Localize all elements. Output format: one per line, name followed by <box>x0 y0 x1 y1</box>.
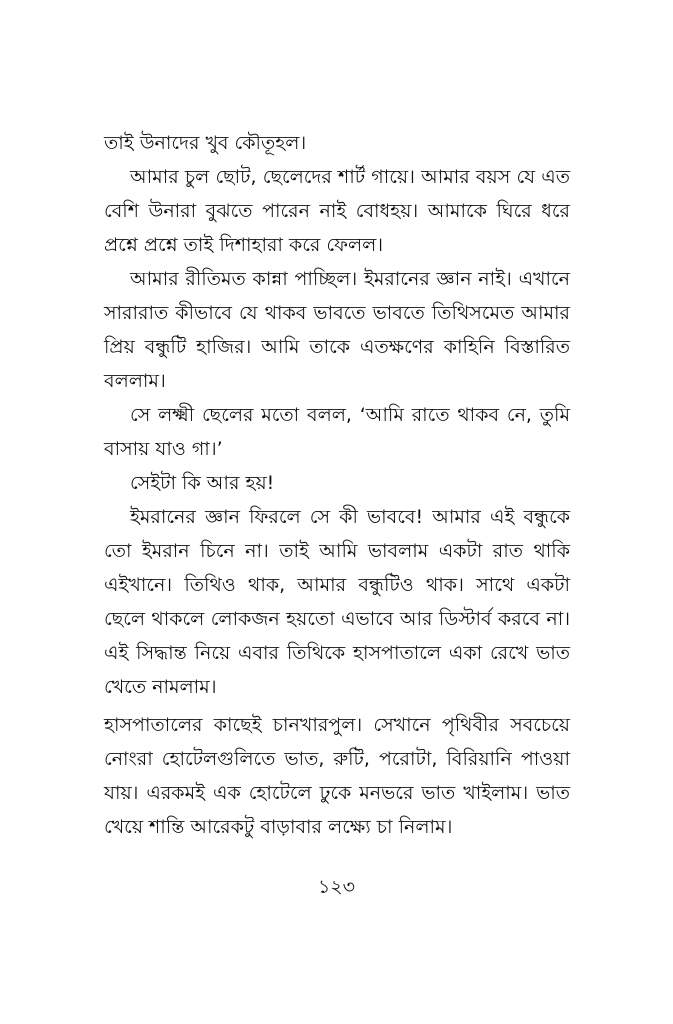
paragraph: হাসপাতালের কাছেই চানখারপুল। সেখানে পৃথিবীর সবচেয়ে নোংরা হোটেলগুলিতে ভাত, রুটি, পরোটা, বিরিয়ানি পাওয়া যায়। এরকমই এক হোটেলে ঢুকে মনভরে ভাত খাইলাম। ভাত খেয়ে শান্তি আরেকটু বাড়াবার লক্ষ্যে চা নিলাম। <box>104 714 570 838</box>
text-section-2 <box>104 708 570 844</box>
paragraph: সেইটা কি আর হয়! <box>130 472 275 494</box>
paragraph: সে লক্ষ্মী ছেলের মতো বলল, ‘আমি রাতে থাকব নে, তুমি বাসায় যাও গা।’ <box>104 404 570 460</box>
text-section-1 <box>104 126 570 704</box>
page-number: ১২৩ <box>317 876 356 898</box>
paragraph: তাই উনাদের খুব কৌতূহল। <box>104 132 307 154</box>
paragraph: আমার চুল ছোট, ছেলেদের শার্ট গায়ে। আমার বয়স যে এত বেশি উনারা বুঝতে পারেন নাই বোধহয়। আমাকে ঘিরে ধরে প্রশ্নে প্রশ্নে তাই দিশাহারা করে ফেলল। <box>104 166 570 256</box>
paragraph: ইমরানের জ্ঞান ফিরলে সে কী ভাববে! আমার এই বন্ধুকে তো ইমরান চিনে না। তাই আমি ভাবলাম একটা রাত থাকি এইখানে। তিথিও থাক, আমার বন্ধুটিও থাক। সাথে একটা ছেলে থাকলে লোকজন হয়তো এভাবে আর ডিস্টার্ব করবে না। এই সিদ্ধান্ত নিয়ে এবার তিথিকে হাসপাতালে একা রেখে ভাত খেতে নামলাম। <box>104 506 570 698</box>
paragraph: আমার রীতিমত কান্না পাচ্ছিল। ইমরানের জ্ঞান নাই। এখানে সারারাত কীভাবে যে থাকব ভাবতে ভাবতে তিথিসমেত আমার প্রিয় বন্ধুটি হাজির। আমি তাকে এতক্ষণের কাহিনি বিস্তারিত বললাম। <box>104 268 570 392</box>
